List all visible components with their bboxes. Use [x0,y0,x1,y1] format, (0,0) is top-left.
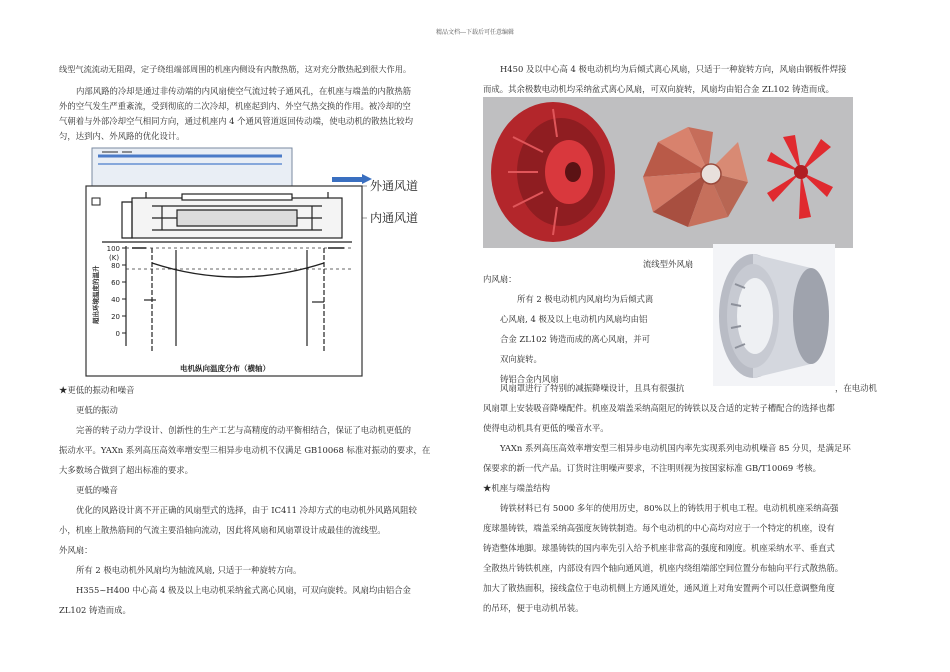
right-lower-text [483,378,913,618]
text-line: 内风扇： [483,274,517,284]
text-line: 的吊环，便于电动机吊装。 [483,603,584,613]
right-top-text [483,59,903,99]
noise-text-start: 风扇罩进行了特别的减振降噪设计，且具有很强抗 [500,383,685,393]
x-axis-label: 电机纵向温度分布（横轴） [180,364,270,373]
text-line: 小，机座上散热筋间的气流主要沿轴向流动，因此将风扇和风扇罩设计成最佳的流线型。 [59,525,386,535]
y-tick-label: 0 [115,330,120,338]
inner-air-channel-label: 内通风道 [370,211,419,225]
subheading-lower-vibration: 更低的振动 [76,405,118,415]
text-line: 所有 2 极电动机外风扇均为轴流风扇, 只适于一种旋转方向。 [76,565,302,575]
left-paragraph-2 [59,84,479,144]
motor-cross-section [102,192,352,242]
outer-air-channel-label: 外通风道 [370,179,419,193]
text-line: 内部风路的冷却是通过非传动端的内风扇使空气流过转子通风孔，在机座与端盖的内散热筋 [76,86,411,96]
text-line: 外的空气发生严重紊流，受到彻底的二次冷却，机座起到内、外空气热交换的作用。被冷却的空 [59,101,411,111]
section-heading-vibration-noise: ★更低的振动和噪音 [59,385,135,395]
fan-figure-caption: 流线型外风扇 [642,259,694,269]
text-line: 加大了散热面积，接线盒位于电动机侧上方通风道处，通风道上对角安置两个可以任意调整角度 [483,583,835,593]
text-line: 保要求的新一代产品。订货时注明噪声要求，不注明则视为按国家标准 GB/T10069 考核。 [483,463,821,473]
inner-fan-caption: 铸铝合金内风扇 [500,374,559,384]
text-line: 大多数场合做到了超出标准的要求。 [59,465,193,475]
text-line: 匀，达到内、外风路的优化设计。 [59,131,185,141]
left-column [59,59,479,79]
text-line: H450 及以中心高 4 极电动机均为后倾式离心风扇，只适于一种旋转方向，风扇由钢板件焊接 [500,64,847,74]
text-line: 振动水平。YAXn 系列高压高效率增安型三相异步电动机不仅满足 GB10068 标准对振动的要求，在 [59,445,431,455]
section-heading-frame-endcover: ★机座与端盖结构 [483,483,550,493]
basin-fan-icon [491,102,615,242]
text-line: YAXn 系列高压高效率增安型三相异步电动机国内率先实现系列电动机噪音 85 分贝，是满足环 [500,443,851,453]
text-line: 完善的转子动力学设计、创新性的生产工艺与高精度的动平衡相结合，保证了电动机更低的 [76,425,411,435]
text-line [483,378,913,398]
text-line: 全散热片铸铁机座，内部设有四个轴向通风道，机座内绕组端部空间位置分布轴向平行式散热筋。 [483,563,844,573]
page-header: 精品文档---下载后可任意编辑 [435,29,515,36]
text-line: 气朝着与外部冷却空气相同方向，通过机座内 4 个通风管道返回传动端，使电动机的散热比较均 [59,116,414,126]
text-line: 铸铁材料已有 5000 多年的使用历史，80%以上的铸铁用于机电工程。电动机机座采纳高强 [500,503,839,513]
left-paragraph-1: 线型气流流动无阻碍，定子绕组端部周围的机座内侧设有内散热筋，这对充分散热起到很大作用。 [59,64,412,74]
right-inner-fan-text [483,269,743,389]
text-line: 双向旋转。 [500,354,542,364]
y-tick-label: 40 [111,296,120,304]
text-line: 度球墨铸铁，端盖采纳高强度灰铸铁制造。每个电动机的中心高均对应于一个特定的机座，设有 [483,523,835,533]
streamlined-fan-image [483,97,853,248]
motor-temperature-diagram [62,146,480,380]
y-unit-label: (K) [109,254,120,262]
text-line: H355~H400 中心高 4 极及以上电动机采纳盆式离心风扇，可双向旋转。风扇均由铝合金 [76,585,411,595]
text-line: 心风扇, 4 极及以上电动机内风扇均由铝 [500,314,648,324]
y-tick-label: 80 [111,262,120,270]
text-line: 合金 ZL102 铸造而成的离心风扇，并可 [500,334,650,344]
left-lower-text [59,380,489,620]
text-line: 外风扇： [59,545,93,555]
text-line: 优化的风路设计离不开正确的风扇型式的选择，由于 IC411 冷却方式的电动机外风路风阻较 [76,505,417,515]
text-line: 铸造整体地脚。球墨铸铁的国内率先引入给予机座非常高的强度和刚度。机座采纳水平、垂直式 [483,543,835,553]
subheading-lower-noise: 更低的噪音 [76,485,118,495]
y-tick-label: 60 [111,279,120,287]
text-line: 风扇罩上安装吸音降噪配件。机座及端盖采纳高阻尼的铸铁以及合适的定转子槽配合的选择也都 [483,403,835,413]
text-line: 而成。其余极数电动机均采纳盆式离心风扇，可双向旋转，风扇均由铝合金 ZL102 铸造而成。 [483,84,834,94]
y-tick-label: 100 [106,245,120,253]
text-line: 使得电动机具有更低的噪音水平。 [483,423,609,433]
text-line: ZL102 铸造而成。 [59,605,131,615]
y-tick-label: 20 [111,313,120,321]
text-line: 所有 2 极电动机内风扇均为后倾式离 [517,294,654,304]
motor-top-image [92,148,292,186]
y-axis-label: 超出环境温度的温升 [92,265,100,324]
noise-text-tail: ，在电动机 [835,383,877,393]
